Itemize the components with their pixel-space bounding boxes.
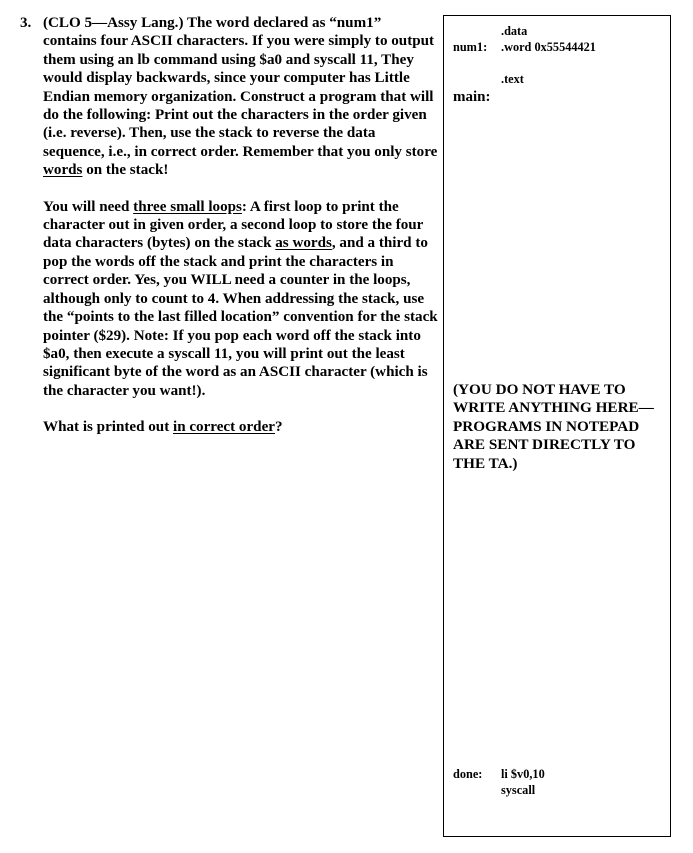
prompt-text: What is printed out — [43, 419, 173, 436]
loops-underline-three-small-loops: three small loops — [133, 198, 242, 215]
intro-underline-words: words — [43, 162, 83, 179]
question-paragraph-intro — [43, 14, 438, 180]
loops-text-start: You will need — [43, 198, 134, 215]
main-label: main: — [453, 89, 491, 105]
done-li-instruction: li $v0,10 — [501, 767, 545, 781]
question-number: 3. — [20, 15, 32, 31]
data-directive: .data — [501, 24, 528, 38]
num1-label: num1: — [453, 40, 488, 54]
loops-text-end: , and a third to pop the words off the stack and print the characters in correct order. Yes, you WILL need a counter in the loops, although only to count to 4. When addressing the stack, use the “points to the last filled location” convention for the stack pointer ($29). Note: If you pop each word off the stack into $a0, then execute a syscall 11, you will print out the least significant byte of the word as an ASCII character (which is the character you want!). — [43, 235, 438, 399]
intro-text: (CLO 5—Assy Lang.) The word declared as “num1” contains four ASCII characters. If you were simply to output them using an lb command using $a0 and syscall 11, They would display backwards, since your computer has Little Endian memory organization. Construct a program that will do the following: Print out the characters in the order given (i.e. reverse). Then, use the stack to reverse the data sequence, i.e., in correct order. Remember that you only store — [43, 15, 438, 160]
intro-text-end: on the stack! — [82, 162, 169, 179]
answer-box — [443, 15, 671, 837]
question-paragraph-loops — [43, 198, 438, 400]
loops-underline-as-words: as words — [275, 235, 332, 252]
done-label: done: — [453, 767, 483, 781]
answer-note: (YOU DO NOT HAVE TO WRITE ANYTHING HERE—PROGRAMS IN NOTEPAD ARE SENT DIRECTLY TO THE TA.) — [453, 381, 654, 472]
loops-text-mid: : A first loop to print the character out in given order, a second loop to store the four data characters (bytes) on the stack — [43, 198, 424, 252]
prompt-text-end: ? — [274, 419, 283, 436]
num1-declaration: .word 0x55544421 — [501, 40, 596, 54]
prompt-underline-correct-order: in correct order — [173, 419, 275, 436]
text-directive: .text — [501, 72, 524, 86]
question-body — [43, 14, 438, 437]
done-syscall: syscall — [501, 783, 536, 797]
question-3 — [20, 14, 438, 437]
question-paragraph-prompt — [43, 418, 438, 436]
